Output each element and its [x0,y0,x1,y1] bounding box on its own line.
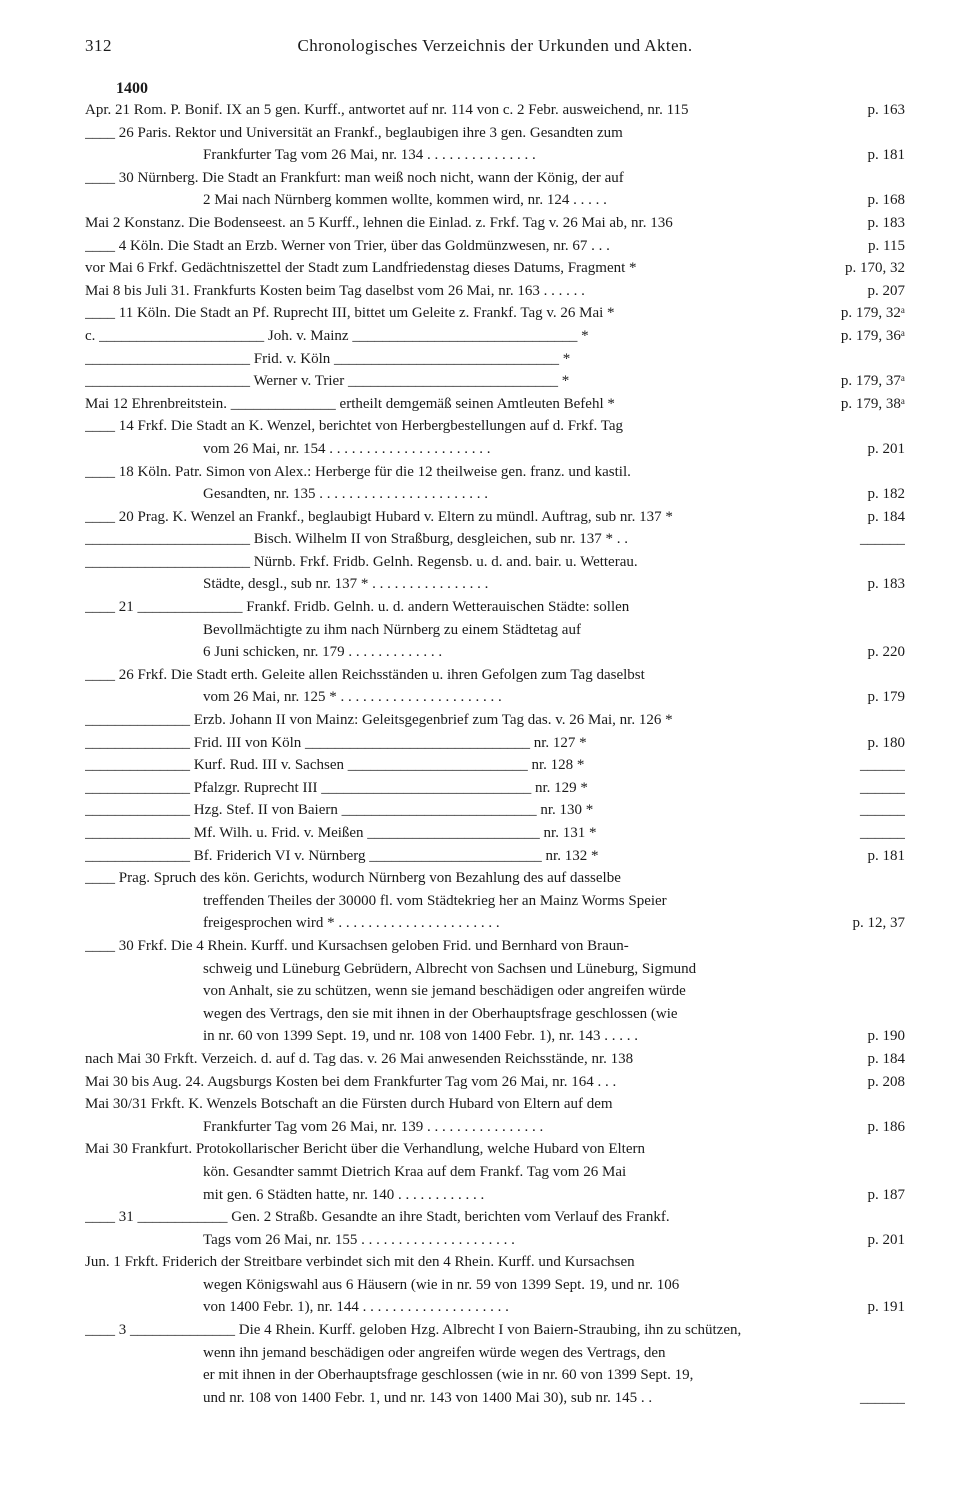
entry-line [85,1387,905,1410]
entry-text: vom 26 Mai, nr. 125 * . . . . . . . . . . . . . . . . . . . . . . [203,689,502,706]
entry [85,551,905,596]
entry-line [85,619,905,642]
entry-text: wenn ihn jemand beschädigen oder angreifen würde wegen des Vertrags, den [203,1344,666,1361]
entry [85,1093,905,1138]
entry-line [85,415,905,438]
entry-line [85,1048,905,1071]
entry [85,461,905,506]
page-reference: p. 163 [867,102,905,118]
entry-line [85,528,905,551]
entry-text: ______________________ Werner v. Trier ____________________________ * [85,373,570,390]
page-reference: p. 12, 37 [852,915,905,932]
entry-text: treffenden Theiles der 30000 fl. vom Städtekrieg her an Mainz Worms Speier [203,892,667,909]
entry [85,867,905,935]
entry-line [85,167,905,190]
entry-text: ____ 18 Köln. Patr. Simon von Alex.: Herberge für die 12 theilweise gen. franz. und kastil. [85,463,631,480]
entry-line [85,348,905,371]
entry-line [85,890,905,913]
entry-line [85,551,905,574]
page-reference: p. 170, 32 [845,260,905,277]
entry-text: Mai 30 bis Aug. 24. Augsburgs Kosten bei dem Frankfurter Tag vom 26 Mai, nr. 164 . . . [85,1073,617,1090]
page-reference: p. 201 [867,440,905,457]
page-reference: p. 181 [867,147,905,164]
entry [85,754,905,777]
entry-text: ____ 30 Frkf. Die 4 Rhein. Kurff. und Kursachsen geloben Frid. und Bernhard von Braun- [85,937,629,954]
entry-line [85,709,905,732]
entry [85,167,905,212]
entry-text: Frankfurter Tag vom 26 Mai, nr. 139 . . . . . . . . . . . . . . . . [203,1118,544,1135]
entry [85,1206,905,1251]
entry-text: ______________ Mf. Wilh. u. Frid. v. Meißen _______________________ nr. 131 * [85,825,597,841]
page-reference: p. 220 [867,644,905,661]
entry-line [85,980,905,1003]
page-reference: p. 183 [867,214,905,231]
entry-text: Mai 8 bis Juli 31. Frankfurts Kosten beim Tag daselbst vom 26 Mai, nr. 163 . . . . . . [85,282,585,299]
page-reference: ______ [860,779,905,796]
entry-text: ____ Prag. Spruch des kön. Gerichts, wodurch Nürnberg von Bezahlung des auf dasselbe [85,870,621,887]
entry [85,1048,905,1071]
page-reference: p. 181 [867,847,905,864]
entry-line [85,664,905,687]
entry-line [85,1025,905,1048]
entry-line [85,370,905,393]
entry-line [85,1296,905,1319]
entry-text: wegen des Vertrags, den sie mit ihnen in der Oberhauptsfrage geschlossen (wie [203,1005,678,1022]
entry [85,845,905,868]
entry-line [85,845,905,868]
entry-line [85,1251,905,1274]
entry [85,235,905,258]
page-reference: p. 208 [867,1073,905,1090]
year-heading: 1400 [116,80,148,97]
entry-line [85,506,905,529]
page-reference: p. 179, 36ᵃ [840,327,905,344]
entry-text: vom 26 Mai, nr. 154 . . . . . . . . . . . . . . . . . . . . . . [203,440,491,457]
entry-text: ____ 14 Frkf. Die Stadt an K. Wenzel, berichtet von Herbergbestellungen auf d. Frkf. Tag [85,418,624,435]
entry-line [85,144,905,167]
entry [85,822,905,845]
entry [85,99,905,122]
entry-line [85,777,905,800]
entry-text: Frankfurter Tag vom 26 Mai, nr. 134 . . . . . . . . . . . . . . . [203,147,536,164]
entry [85,370,905,393]
entry-line [85,235,905,258]
page-reference: p. 179, 38ᵃ [840,395,905,412]
entry-line [85,1229,905,1252]
entry-text: von Anhalt, sie zu schützen, wenn sie jemand beschädigen oder angreifen würde [203,983,686,1000]
entry-text: ____ 3 ______________ Die 4 Rhein. Kurff. geloben Hzg. Albrecht I von Baiern-Straubing, ihn zu schützen, [85,1322,742,1339]
entry [85,348,905,371]
entry-line [85,212,905,235]
page-reference: p. 182 [867,486,905,503]
entry-line [85,1206,905,1229]
entry-text: ______________ Hzg. Stef. II von Baiern __________________________ nr. 130 * [85,802,594,819]
entry-text: ______________ Bf. Friderich VI v. Nürnberg _______________________ nr. 132 * [85,847,599,864]
entry-text: er mit ihnen in der Oberhauptsfrage geschlossen (wie in nr. 60 von 1399 Sept. 19, [203,1367,694,1384]
entry-line [85,1093,905,1116]
page-reference: p. 190 [867,1028,905,1045]
entry-text: Gesandten, nr. 135 . . . . . . . . . . . . . . . . . . . . . . . [203,486,488,503]
entry-text: ____ 26 Paris. Rektor und Universität an Frankf., beglaubigen ihre 3 gen. Gesandten zum [85,124,623,141]
entry [85,777,905,800]
entry [85,664,905,709]
entry-text: und nr. 108 von 1400 Febr. 1, und nr. 143 von 1400 Mai 30), sub nr. 145 . . [203,1389,653,1406]
entry-text: 6 Juni schicken, nr. 179 . . . . . . . . . . . . . [203,644,443,661]
running-title: Chronologisches Verzeichnis der Urkunden und Akten. [297,36,693,55]
entry-line [85,99,905,122]
page-number: 312 [85,36,112,55]
page-reference: p. 184 [867,508,905,525]
entry-line [85,912,905,935]
entry [85,1319,905,1409]
page-reference: p. 179, 37ᵃ [840,373,905,390]
entry-text: Jun. 1 Frkft. Friderich der Streitbare verbindet sich mit den 4 Rhein. Kurff. und Kursachsen [85,1254,635,1271]
page-reference: p. 180 [867,734,905,751]
entry-text: Mai 2 Konstanz. Die Bodenseest. an 5 Kurff., lehnen die Einlad. z. Frkf. Tag v. 26 Mai ab, nr. 136 [85,214,673,231]
entry-line [85,1161,905,1184]
entry-text: ____ 4 Köln. Die Stadt an Erzb. Werner von Trier, über das Goldmünzwesen, nr. 67 . . . [85,237,610,254]
entry-text: Tags vom 26 Mai, nr. 155 . . . . . . . . . . . . . . . . . . . . . [203,1231,515,1248]
entry-text: freigesprochen wird * . . . . . . . . . . . . . . . . . . . . . . [203,915,500,932]
entry-text: Bevollmächtigte zu ihm nach Nürnberg zu einem Städtetag auf [203,621,581,638]
entry-line [85,280,905,303]
page-header [85,36,905,60]
entry-text: wegen Königswahl aus 6 Häusern (wie in nr. 59 von 1399 Sept. 19, und nr. 106 [203,1276,680,1293]
entry [85,302,905,325]
entry-text: Städte, desgl., sub nr. 137 * . . . . . . . . . . . . . . . . [203,576,489,593]
entry [85,1071,905,1094]
entry-text: c. ______________________ Joh. v. Mainz ______________________________ * [85,327,589,344]
entry-text: von 1400 Febr. 1), nr. 144 . . . . . . . . . . . . . . . . . . . . [203,1299,509,1316]
entry-text: ______________________ Bisch. Wilhelm II von Straßburg, desgleichen, sub nr. 137 * . . [85,531,628,548]
entry-line [85,1138,905,1161]
entry-text: schweig und Lüneburg Gebrüdern, Albrecht von Sachsen und Lüneburg, Sigmund [203,960,697,977]
entry-text: ____ 11 Köln. Die Stadt an Pf. Ruprecht III, bittet um Geleite z. Frankf. Tag v. 26 Mai * [85,305,615,322]
entry [85,122,905,167]
entry [85,280,905,303]
page-reference: p. 179, 32ᵃ [840,305,905,322]
entry-line [85,438,905,461]
page-reference: p. 186 [867,1118,905,1135]
entry [85,709,905,732]
entry-text: Mai 12 Ehrenbreitstein. ______________ ertheilt demgemäß seinen Amtleuten Befehl * [85,395,615,412]
entry [85,212,905,235]
entry-line [85,686,905,709]
entry-text: ____ 20 Prag. K. Wenzel an Frankf., beglaubigt Hubard v. Eltern zu mündl. Auftrag, sub nr. 137 * [85,508,673,525]
entry [85,732,905,755]
entry-text: ______________________ Frid. v. Köln ______________________________ * [85,350,571,367]
page-reference: ______ [860,825,905,841]
entry [85,935,905,1048]
entry-text: in nr. 60 von 1399 Sept. 19, und nr. 108 von 1400 Febr. 1), nr. 143 . . . . . [203,1028,638,1045]
entry [85,799,905,822]
entry-line [85,483,905,506]
entry [85,415,905,460]
entry-line [85,1364,905,1387]
entry-line [85,799,905,822]
entry-line [85,1342,905,1365]
entry-line [85,732,905,755]
entry-text: 2 Mai nach Nürnberg kommen wollte, kommen wird, nr. 124 . . . . . [203,192,607,209]
entry-text: nach Mai 30 Frkft. Verzeich. d. auf d. Tag das. v. 26 Mai anwesenden Reichsstände, nr. 138 [85,1050,634,1067]
entry-text: kön. Gesandter sammt Dietrich Kraa auf dem Frankf. Tag vom 26 Mai [203,1163,627,1180]
entry-text: ______________ Erzb. Johann II von Mainz: Geleitsgegenbrief zum Tag das. v. 26 Mai, nr. 126 * [85,712,673,729]
entry [85,596,905,664]
page-reference: p. 168 [867,192,905,209]
entry [85,257,905,280]
entry-line [85,935,905,958]
page-reference: p. 201 [867,1231,905,1248]
entry-line [85,302,905,325]
entry-text: ______________________ Nürnb. Frkf. Fridb. Gelnh. Regensb. u. d. and. bair. u. Wetterau. [85,553,638,570]
entry-line [85,958,905,981]
entry-line [85,867,905,890]
entry-line [85,189,905,212]
entry [85,325,905,348]
entries-list [85,99,905,1409]
entry [85,1251,905,1319]
entry [85,1138,905,1206]
entry-text: ____ 30 Nürnberg. Die Stadt an Frankfurt: man weiß noch nicht, wann der König, der auf [85,169,624,186]
entry-line [85,641,905,664]
page-reference: p. 207 [867,282,905,299]
entry-text: ____ 26 Frkf. Die Stadt erth. Geleite allen Reichsständen u. ihren Gefolgen zum Tag daselbst [85,666,645,683]
page-reference: ______ [860,757,905,774]
entry [85,393,905,416]
entry-line [85,393,905,416]
entry-text: ______________ Pfalzgr. Ruprecht III ____________________________ nr. 129 * [85,779,588,796]
entry-line [85,257,905,280]
entry-line [85,822,905,845]
entry-line [85,1274,905,1297]
entry-line [85,1071,905,1094]
entry-text: Apr. 21 Rom. P. Bonif. IX an 5 gen. Kurff., antwortet auf nr. 114 von c. 2 Febr. ausweichend, nr. 115 [85,102,689,118]
entry-line [85,596,905,619]
entry-line [85,1116,905,1139]
page-reference: p. 115 [868,237,905,254]
entry-line [85,122,905,145]
entry-text: vor Mai 6 Frkf. Gedächtniszettel der Stadt zum Landfriedenstag dieses Datums, Fragment * [85,260,637,277]
entry-text: mit gen. 6 Städten hatte, nr. 140 . . . . . . . . . . . . [203,1186,485,1203]
page-reference: p. 191 [867,1299,905,1316]
entry [85,506,905,529]
page-reference: p. 183 [867,576,905,593]
entry-text: Mai 30 Frankfurt. Protokollarischer Bericht über die Verhandlung, welche Hubard von Eltern [85,1141,645,1158]
entry-line [85,461,905,484]
page-reference: p. 184 [867,1050,905,1067]
entry [85,528,905,551]
page-reference: p. 179 [867,689,905,706]
page-reference: ______ [860,531,905,548]
entry-text: Mai 30/31 Frkft. K. Wenzels Botschaft an die Fürsten durch Hubard von Eltern auf dem [85,1096,613,1113]
page-reference: ______ [860,802,905,819]
entry-line [85,325,905,348]
entry-line [85,1003,905,1026]
page-reference: ______ [860,1389,905,1406]
entry-line [85,1319,905,1342]
entry-text: ______________ Kurf. Rud. III v. Sachsen ________________________ nr. 128 * [85,757,585,774]
entry-text: ____ 31 ____________ Gen. 2 Straßb. Gesandte an ihre Stadt, berichten vom Verlauf des Frankf. [85,1209,670,1226]
entry-text: ____ 21 ______________ Frankf. Fridb. Gelnh. u. d. andern Wetterauischen Städte: sollen [85,599,630,616]
entry-line [85,573,905,596]
entry-line [85,1184,905,1207]
entry-text: ______________ Frid. III von Köln ______________________________ nr. 127 * [85,734,587,751]
entry-line [85,754,905,777]
page-reference: p. 187 [867,1186,905,1203]
